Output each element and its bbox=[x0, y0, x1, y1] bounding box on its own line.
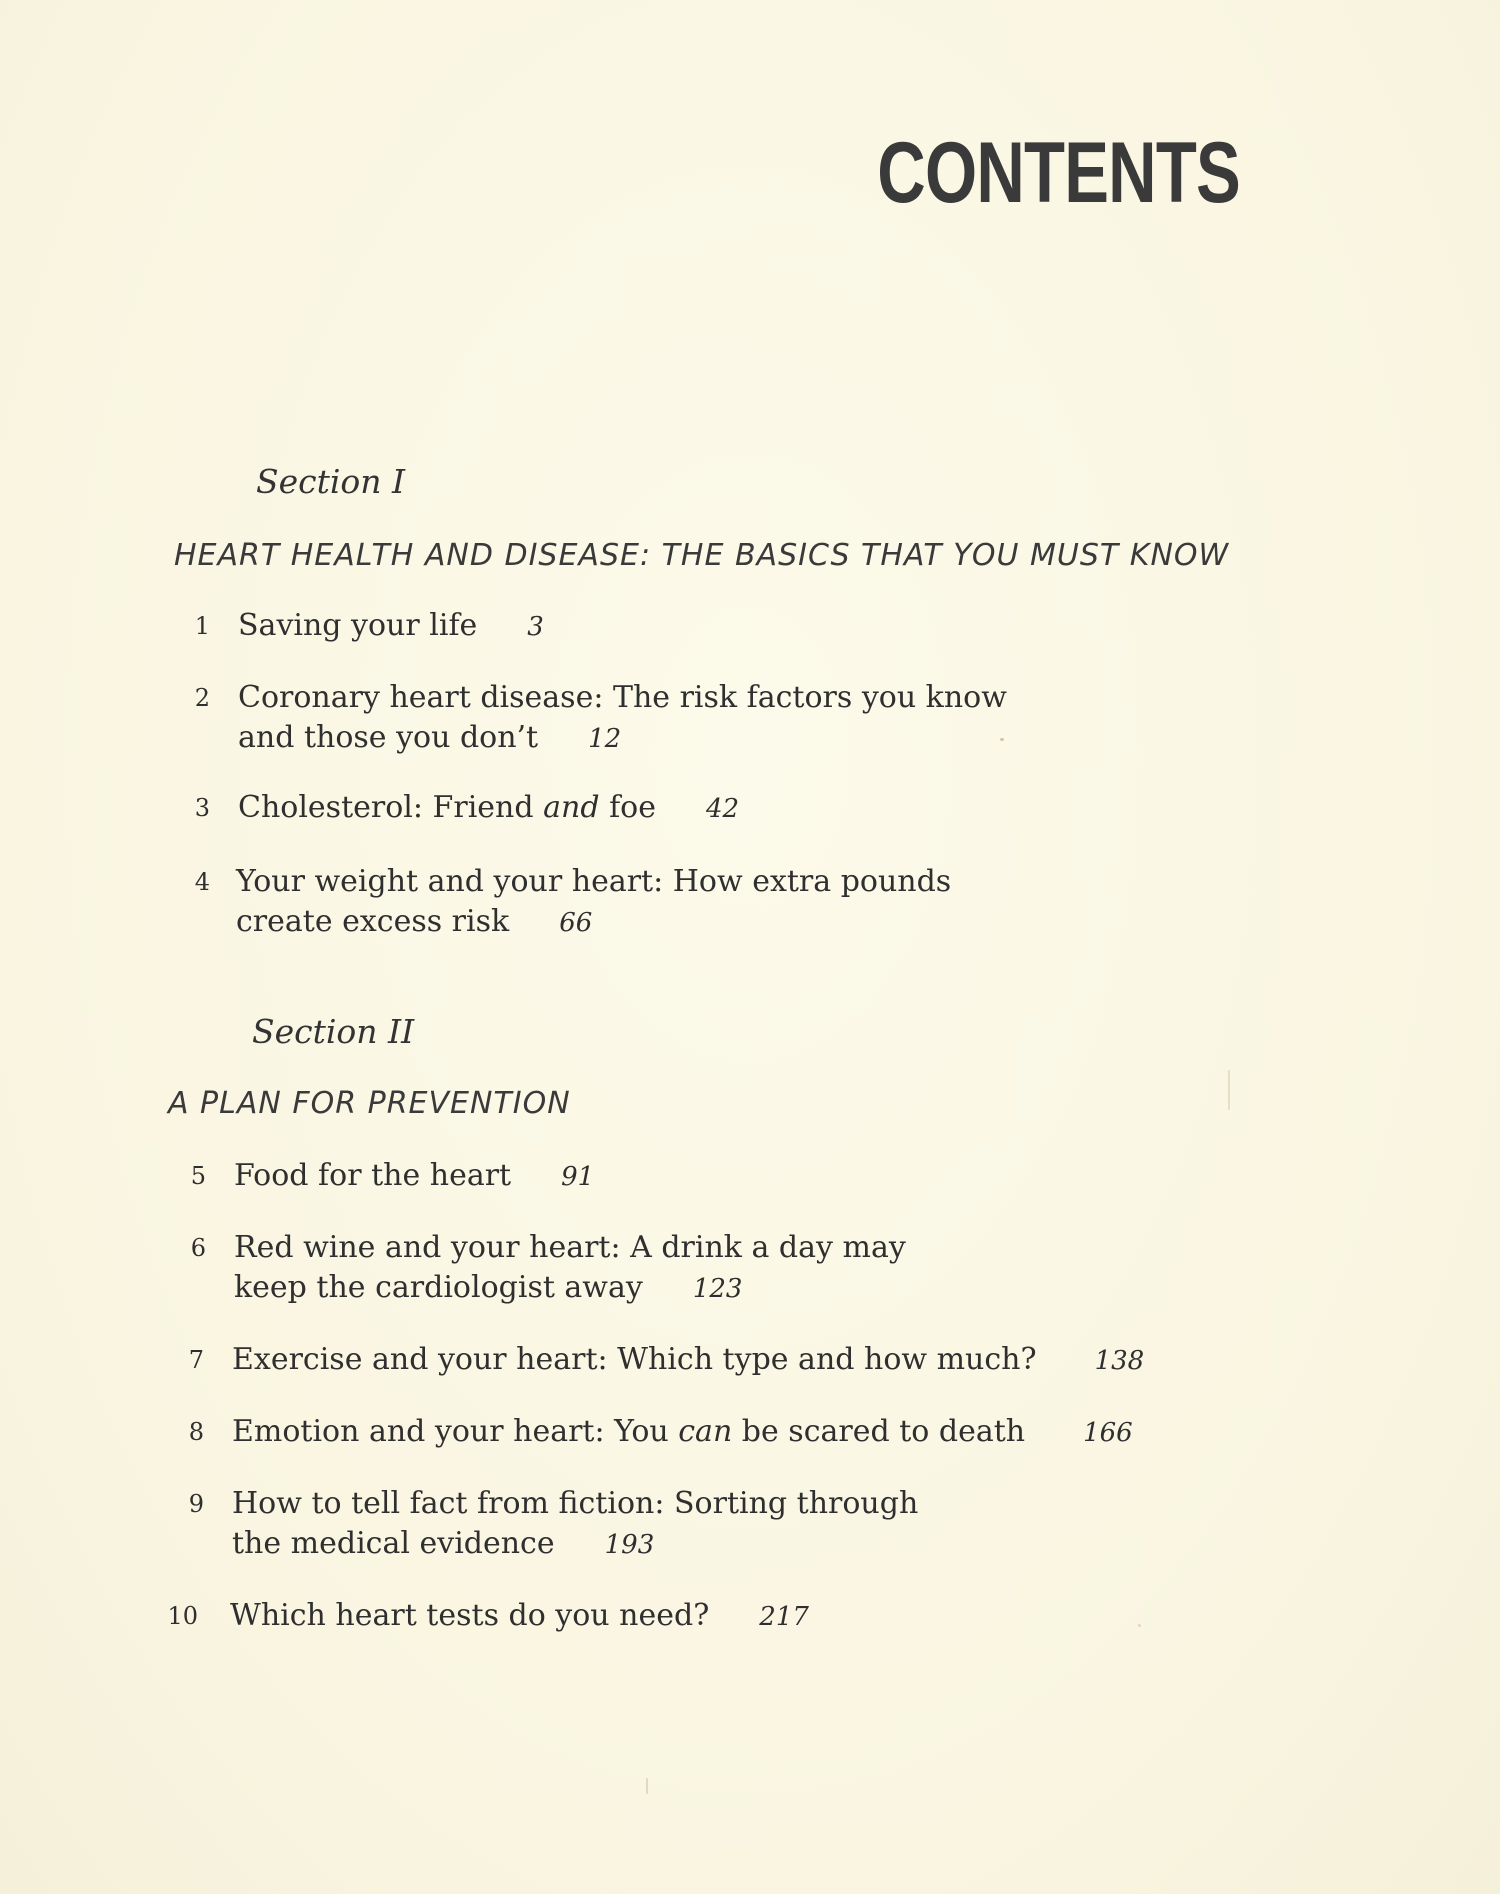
section-label: Section II bbox=[252, 1012, 415, 1051]
chapter-title-line: Coronary heart disease: The risk factors you know bbox=[238, 680, 1007, 715]
section-heading: HEART HEALTH AND DISEASE: THE BASICS THAT YOU MUST KNOW bbox=[174, 538, 1230, 573]
chapter-title-line: Saving your life bbox=[238, 608, 478, 643]
chapter-number: 1 bbox=[194, 612, 210, 640]
page-number: 42 bbox=[706, 794, 740, 824]
page-number: 66 bbox=[559, 908, 593, 938]
chapter-title-line: Cholesterol: Friend and foe bbox=[238, 790, 656, 825]
chapter-title-line: How to tell fact from fiction: Sorting through bbox=[232, 1486, 919, 1521]
chapter-title-line: Emotion and your heart: You can be scared to death bbox=[232, 1414, 1026, 1449]
page-number: 138 bbox=[1094, 1346, 1145, 1376]
chapter-number: 2 bbox=[194, 684, 210, 712]
chapter-number: 10 bbox=[167, 1602, 198, 1630]
chapter-number: 4 bbox=[194, 868, 210, 896]
chapter-title-line: the medical evidence bbox=[232, 1526, 555, 1561]
paper-speck bbox=[1000, 738, 1004, 741]
chapter-number: 6 bbox=[190, 1234, 206, 1262]
chapter-title-line: Red wine and your heart: A drink a day may bbox=[234, 1230, 906, 1265]
chapter-title-line: Your weight and your heart: How extra pounds bbox=[236, 864, 952, 899]
page-number: 166 bbox=[1083, 1418, 1133, 1448]
chapter-number: 3 bbox=[194, 794, 210, 822]
chapter-title-line: Food for the heart bbox=[234, 1158, 512, 1193]
chapter-title-line: Exercise and your heart: Which type and how much? bbox=[232, 1342, 1037, 1377]
page-number: 123 bbox=[692, 1274, 743, 1304]
paper-speck bbox=[1138, 1624, 1141, 1627]
paper-speck bbox=[1228, 1070, 1230, 1110]
section-label: Section I bbox=[256, 462, 406, 501]
page-number: 3 bbox=[527, 612, 544, 642]
page-number: 193 bbox=[604, 1530, 655, 1560]
chapter-title-line: create excess risk bbox=[236, 904, 510, 939]
chapter-title-line: keep the cardiologist away bbox=[234, 1270, 643, 1305]
page-number: 91 bbox=[561, 1162, 595, 1192]
paper-speck bbox=[646, 1778, 648, 1794]
chapter-number: 8 bbox=[188, 1418, 204, 1446]
chapter-title-line: Which heart tests do you need? bbox=[230, 1598, 710, 1633]
chapter-number: 5 bbox=[190, 1162, 206, 1190]
chapter-title-line: and those you don’t bbox=[238, 720, 539, 755]
chapter-number: 9 bbox=[188, 1490, 204, 1518]
page-number: 12 bbox=[588, 724, 622, 754]
page-number: 217 bbox=[759, 1602, 809, 1632]
section-heading: A PLAN FOR PREVENTION bbox=[168, 1086, 571, 1121]
chapter-number: 7 bbox=[188, 1346, 204, 1374]
page-title: CONTENTS bbox=[877, 125, 1240, 221]
